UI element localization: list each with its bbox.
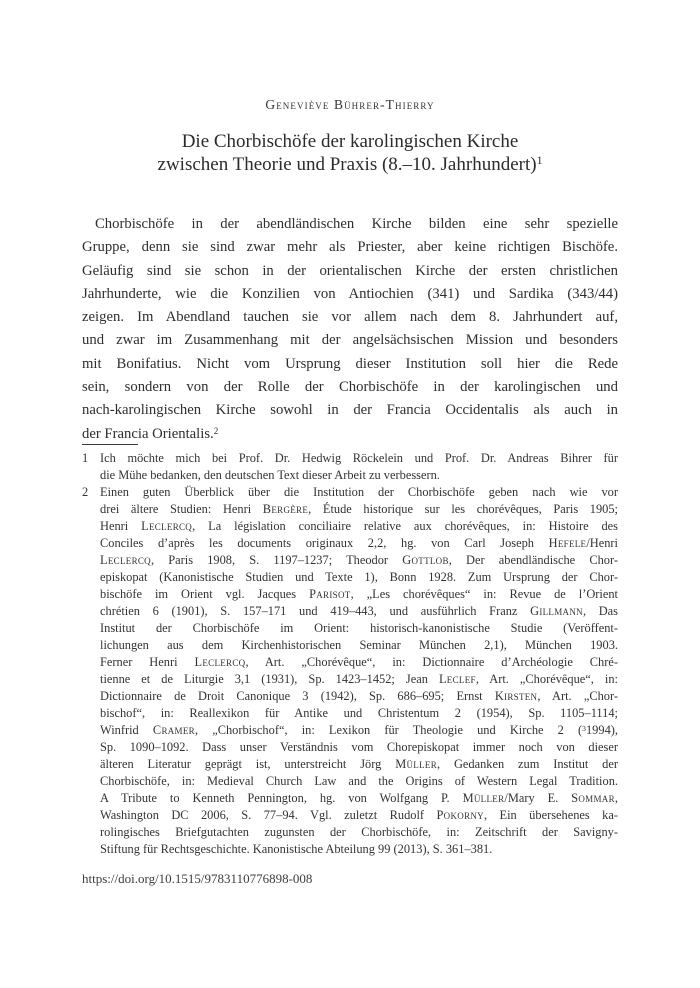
text-line: rolingisches Briefgutachten zugunsten der Chorbischöfe, in: Zeitschrift der Savigny- [100,825,618,839]
text-line: die Mühe bedanken, den deutschen Text dieser Arbeit zu verbessern. [100,468,440,482]
text-line: Sp. 1090–1092. Dass unser Verständnis vom Chorepiskopat immer noch von dieser [100,740,618,754]
body-paragraph [82,213,618,446]
text-line: mit Bonifatius. Nicht vom Ursprung dieser Institution soll hier die Rede [82,355,618,372]
text-line: Institut der Chorbischöfe im Orient: historisch-kanonistische Studie (Veröffent- [100,621,618,635]
footnote [82,484,618,858]
text-line: älteren Literatur geprägt ist, unterstreicht Jörg Müller, Gedanken zum Institut der [100,757,619,771]
text-line: Chorbischöfe, in: Medieval Church Law and the Origins of Western Legal Tradition. [100,774,618,788]
footnote-text [100,450,618,484]
text-line: episkopat (Kanonistische Studien und Texte 1), Bonn 1928. Zum Ursprung der Chor- [100,570,618,584]
text-line: Leclercq, Paris 1908, S. 1197–1237; Theodor Gottlob, Der abendländische Chor- [100,553,618,567]
doi-text: https://doi.org/10.1515/9783110776898-008 [82,871,313,886]
footnote-number: 1 [82,451,89,465]
text-line: Die Chorbischöfe der karolingischen Kirche [181,131,519,152]
text-line: sein, sondern von der Rolle der Chorbischöfe in der karolingischen und [82,379,618,396]
text-line: der Francia Orientalis.$^2$ [82,425,219,442]
text-line: A Tribute to Kenneth Pennington, hg. von Wolfgang P. Müller/Mary E. Sommar, [100,791,618,805]
text-line: tienne et de Liturgie 3,1 (1931), Sp. 1423–1452; Jean Leclef, Art. „Chorévêque“, in: [100,672,618,686]
footnote [82,450,618,484]
footnote-separator [82,444,138,445]
text-line: Ferner Henri Leclercq, Art. „Chorévêque“, in: Dictionnaire d’Archéologie Chré- [100,655,619,669]
text-line: Winfrid Cramer, „Chorbischof“, in: Lexikon für Theologie und Kirche 2 ($^3$1994), [100,723,618,737]
text-line: und zwar im Zusammenhang mit der angelsächsischen Mission und besonders [82,332,618,349]
text-line: Stiftung für Rechtsgeschichte. Kanonistische Abteilung 99 (2013), S. 361–381. [100,842,493,856]
text-line: nach-karolingischen Kirche sowohl in der Francia Occidentalis als auch in [82,402,618,419]
text-line: Conciles d’après les documents originaux 2,2, hg. von Carl Joseph Hefele/Henri [100,536,618,550]
article-title [82,131,618,176]
footnotes-section [82,450,618,858]
text-line: Chorbischöfe in der abendländischen Kirche bilden eine sehr spezielle [95,216,618,232]
footnote-text [100,484,618,858]
text-line: Washington DC 2006, S. 77–94. Vgl. zuletzt Rudolf Pokorny, Ein übersehenes ka- [100,808,618,822]
text-line: zwischen Theorie und Praxis (8.–10. Jahrhundert)$^1$ [157,153,543,175]
text-line: Ich möchte mich bei Prof. Dr. Hedwig Röckelein und Prof. Dr. Andreas Bihrer für [100,451,618,465]
text-line: lichungen aus dem Kirchenhistorischen Seminar München 2,1), München 1903. [100,638,618,652]
text-line: chrétien 6 (1901), S. 157–171 und 419–443, und ausführlich Franz Gillmann, Das [100,604,618,618]
text-line: bischöfe im Orient vgl. Jacques Parisot, „Les chorévêques“ in: Revue de l’Orient [100,587,618,601]
text-line: zeigen. Im Abendland tauchen sie vor allem nach dem 8. Jahrhundert auf, [82,309,618,326]
text-line: Einen guten Überblick über die Institution der Chorbischöfe geben nach wie vor [100,485,618,499]
text-line: bischof“, in: Reallexikon für Antike und Christentum 2 (1954), Sp. 1105–1114; [100,706,618,720]
text-line: Henri Leclercq, La législation conciliaire relative aux chorévêques, in: Histoire des [100,519,619,533]
text-line: Jahrhunderte, wie die Konzilien von Antiochien (341) und Sardika (343/44) [82,285,618,302]
text-line: drei ältere Studien: Henri Bergère, Étude historique sur les chorévêques, Paris 1905; [100,502,618,516]
footnote-number: 2 [82,485,89,499]
text-line: Dictionnaire de Droit Canonique 3 (1942), Sp. 686–695; Ernst Kirsten, Art. „Chor- [100,689,618,703]
text-line: Gruppe, denn sie sind zwar mehr als Priester, aber keine richtigen Bischöfe. [82,239,618,256]
text-line: Geläufig sind sie schon in der orientalischen Kirche der ersten christlichen [82,262,618,279]
author-name: Geneviève Bührer-Thierry [265,97,435,112]
